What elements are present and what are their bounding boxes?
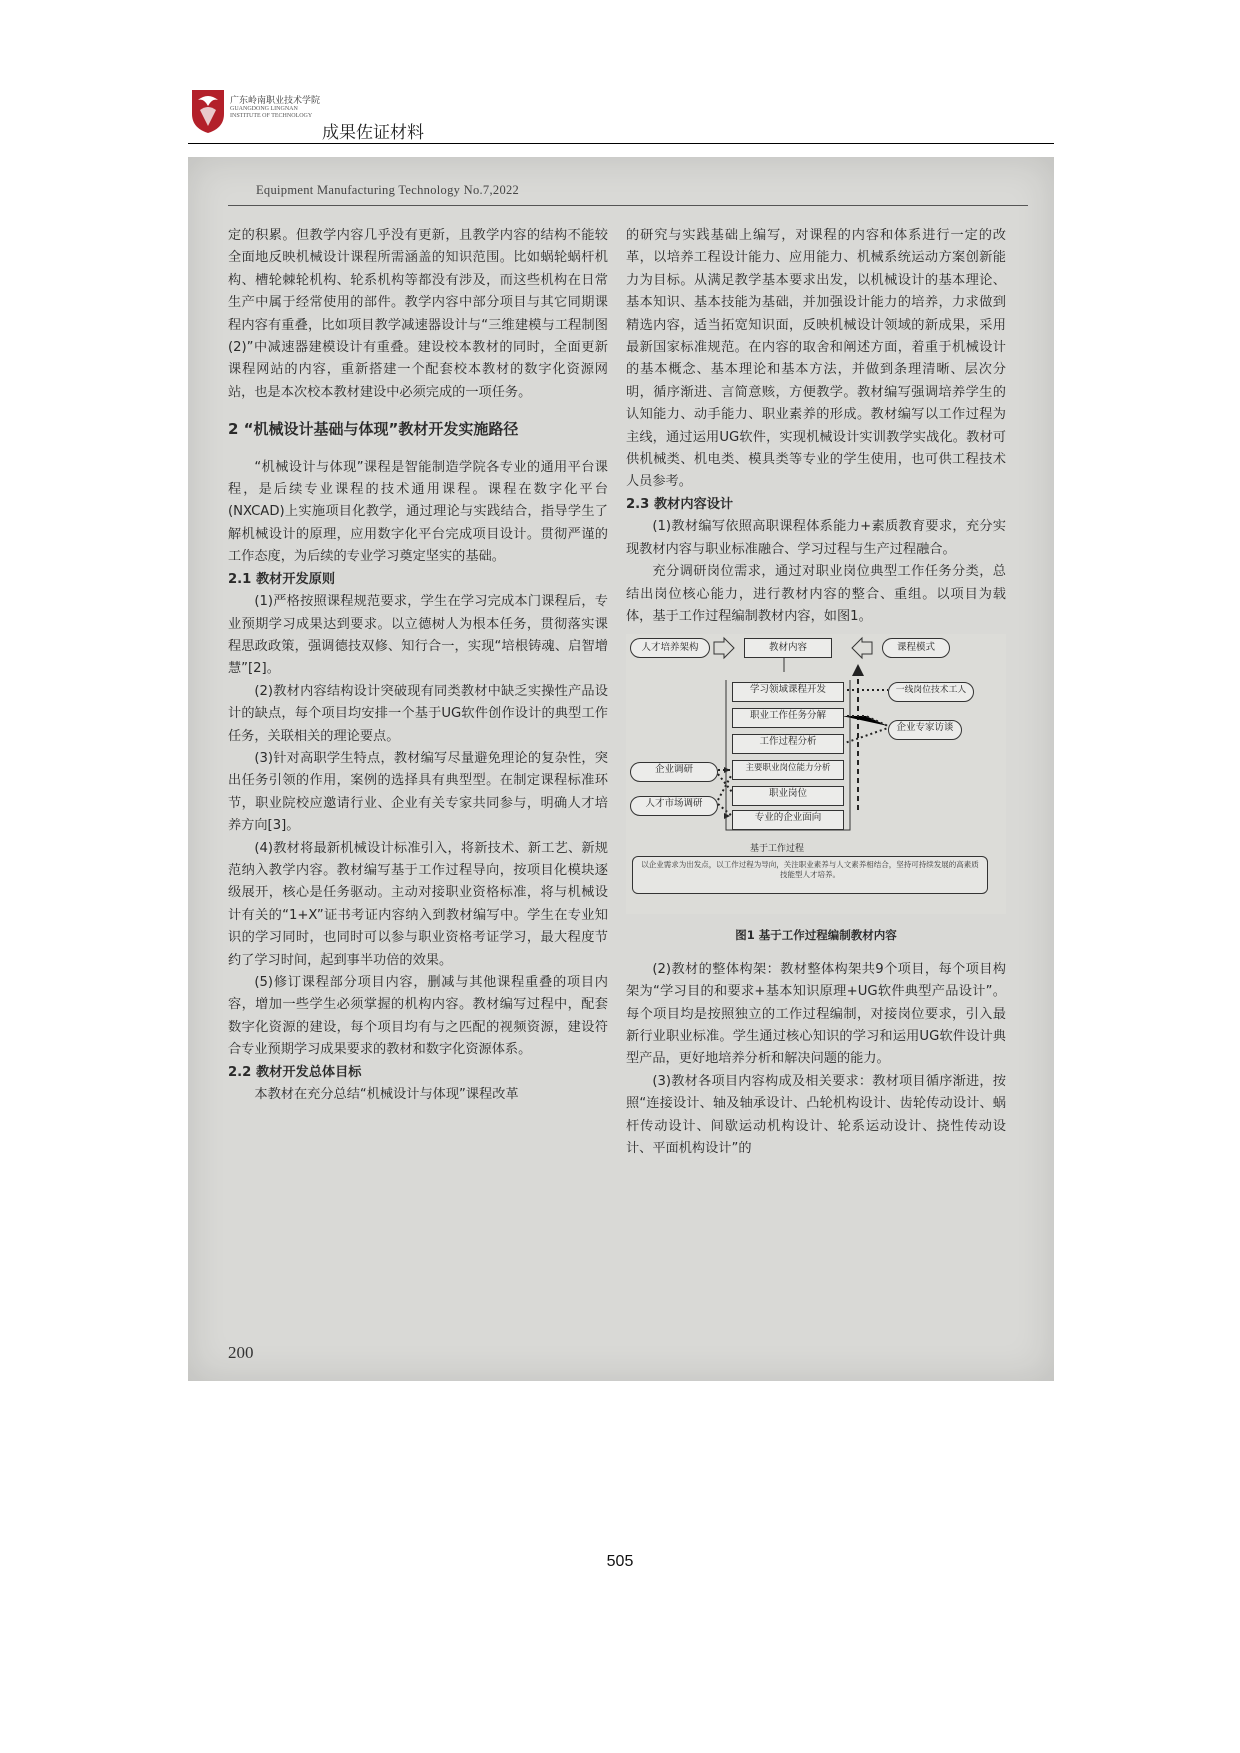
- paragraph: (1)教材编写依照高职课程体系能力+素质教育要求，充分实现教材内容与职业标准融合、学习过程与生产过程融合。: [626, 519, 1006, 557]
- box-enterprise-survey: 企业调研: [630, 762, 718, 782]
- paragraph: (2)教材的整体构架：教材整体构架共9个项目，每个项目构架为“学习目的和要求+基本知识原理+UG软件典型产品设计”。每个项目均是按照独立的工作过程编制，对接岗位要求，引入最新行业职业标准。学生通过核心知识的学习和运用UG软件设计典型产品，更好地培养分析和解决问题的能力。: [626, 961, 1006, 1067]
- school-name-en-1: GUANGDONG LINGNAN: [230, 106, 298, 112]
- page-title: 成果佐证材料: [322, 123, 424, 143]
- paragraph: (1)严格按照课程规范要求，学生在学习完成本门课程后，专业预期学习成果达到要求。以立德树人为根本任务，贯彻落实课程思政政策，强调德技双修、知行合一，实现“培根铸魂、启智增慧”[2]。: [228, 594, 608, 677]
- figure-caption: 图1 基于工作过程编制教材内容: [735, 928, 897, 943]
- box-talent-market-survey: 人才市场调研: [630, 796, 718, 816]
- paragraph: (2)教材内容结构设计突破现有同类教材中缺乏实操性产品设计的缺点，每个项目均安排一个基于UG软件创作设计的典型工作任务，关联相关的理论要点。: [228, 683, 608, 744]
- paragraph: 本教材在充分总结“机械设计与体现”课程改革: [254, 1087, 519, 1103]
- section-heading: 2 “机械设计基础与体现”教材开发实施路径: [228, 420, 519, 439]
- journal-header: Equipment Manufacturing Technology No.7,2022: [256, 183, 520, 197]
- journal-divider: [228, 205, 1028, 206]
- subsection-heading: 2.2 教材开发总体目标: [228, 1064, 362, 1080]
- subsection-heading: 2.3 教材内容设计: [626, 496, 734, 512]
- stack-item: 专业的企业面向: [732, 810, 844, 830]
- paragraph: 的研究与实践基础上编写，对课程的内容和体系进行一定的改革，以培养工程设计能力、应用能力、机械系统运动方案创新能力为目标。从满足教学基本要求出发，以机械设计的基本理论、基本知识、基本技能为基础，并加强设计能力的培养，力求做到精选内容，适当拓宽知识面，反映机械设计领域的新成果，采用最新国家标准规范。在内容的取舍和阐述方面，着重于机械设计的基本概念、基本理论和基本方法，并做到条理清晰、层次分明，循序渐进、言简意赅，方便教学。教材编写强调培养学生的认知能力、动手能力、职业素养的形成。教材编写以工作过程为主线，通过运用UG软件，实现机械设计实训教学实战化。教材可供机械类、机电类、模具类等专业的学生使用，也可供工程技术人员参考。: [626, 228, 1006, 490]
- right-column: [626, 225, 1006, 1160]
- school-name-cn: 广东岭南职业技术学院: [230, 96, 321, 106]
- summary-bar: 以企业需求为出发点，以工作过程为导向，关注职业素养与人文素养相结合，坚持可持续发展的高素质技能型人才培养。: [632, 856, 988, 894]
- left-column: [228, 225, 608, 1106]
- scanned-journal-page: [188, 157, 1054, 1381]
- stack-item: 职业工作任务分解: [732, 708, 844, 728]
- header-divider: [188, 143, 1054, 144]
- box-expert-interview: 企业专家访谈: [888, 720, 962, 740]
- box-textbook-content: 教材内容: [744, 638, 832, 658]
- school-logo: [190, 88, 226, 134]
- base-label: 基于工作过程: [750, 844, 805, 855]
- journal-page-number: 200: [228, 1343, 254, 1362]
- paragraph: (4)教材将最新机械设计标准引入，将新技术、新工艺、新规范纳入教学内容。教材编写基于工作过程导向，按项目化模块逐级展开，核心是任务驱动。主动对接职业资格标准，将与机械设计有关的“1+X”证书考证内容纳入到教材编写中。学生在专业知识的学习同时，也同时可以参与职业资格考证学习，最大程度节约了学习时间，起到事半功倍的效果。: [228, 840, 608, 968]
- document-page-number: 505: [606, 1553, 634, 1570]
- paragraph: “机械设计与体现”课程是智能制造学院各专业的通用平台课程，是后续专业课程的技术通用课程。课程在数字化平台(NXCAD)上实施项目化教学，通过理论与实践结合，指导学生了解机械设计的原理，应用数字化平台完成项目设计。贯彻严谨的工作态度，为后续的专业学习奠定坚实的基础。: [228, 459, 608, 565]
- stack-item: 工作过程分析: [732, 734, 844, 754]
- box-course-mode: 课程模式: [882, 638, 950, 658]
- box-frontline-workers: 一线岗位技术工人: [888, 682, 974, 702]
- figure-diagram: [626, 634, 1006, 914]
- paragraph: (5)修订课程部分项目内容，删减与其他课程重叠的项目内容，增加一些学生必须掌握的机构内容。教材编写过程中，配套数字化资源的建设，每个项目均有与之匹配的视频资源，建设符合专业预期学习成果要求的教材和数字化资源体系。: [228, 975, 608, 1058]
- paragraph: 定的积累。但教学内容几乎没有更新，且教学内容的结构不能较全面地反映机械设计课程所需涵盖的知识范围。比如蜗轮蜗杆机构、槽轮棘轮机构、轮系机构等都没有涉及，而这些机构在日常生产中属于经常使用的部件。教学内容中部分项目与其它同期课程内容有重叠，比如项目教学减速器设计与“三维建模与工程制图(2)”中减速器建模设计有重叠。建设校本教材的同时，全面更新课程网站的内容，重新搭建一个配套校本教材的数字化资源网站，也是本次校本教材建设中必须完成的一项任务。: [228, 228, 608, 400]
- paragraph: 充分调研岗位需求，通过对职业岗位典型工作任务分类，总结出岗位核心能力，进行教材内容的整合、重组。以项目为载体，基于工作过程编制教材内容，如图1。: [626, 564, 1006, 624]
- paragraph: (3)教材各项目内容构成及相关要求：教材项目循序渐进，按照“连接设计、轴及轴承设计、凸轮机构设计、齿轮传动设计、蜗杆传动设计、间歇运动机构设计、轮系运动设计、挠性传动设计、平面机构设计”的: [626, 1073, 1006, 1156]
- subsection-heading: 2.1 教材开发原则: [228, 571, 336, 587]
- stack-item: 职业岗位: [732, 786, 844, 806]
- box-talent-framework: 人才培养架构: [630, 638, 710, 658]
- stack-item: 主要职业岗位能力分析: [732, 760, 844, 780]
- paragraph: (3)针对高职学生特点，教材编写尽量避免理论的复杂性，突出任务引领的作用，案例的选择具有典型型。在制定课程标准环节，职业院校应邀请行业、企业有关专家共同参与，明确人才培养方向[3]。: [228, 750, 608, 834]
- school-name-en-2: INSTITUTE OF TECHNOLOGY: [230, 113, 313, 119]
- school-name: [230, 96, 320, 120]
- stack-item: 学习领域课程开发: [732, 682, 844, 702]
